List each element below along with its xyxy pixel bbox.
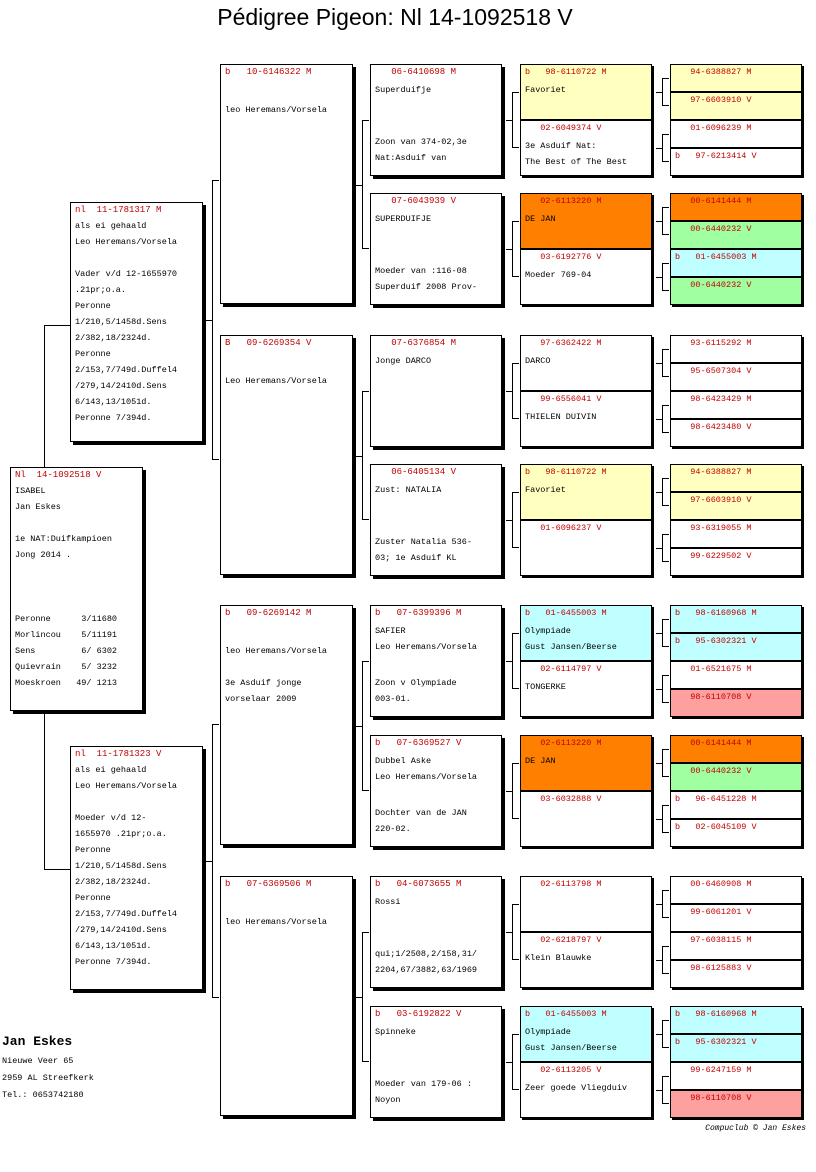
dam-box (70, 746, 203, 990)
gen4-note: Nat:Asduif van (375, 153, 447, 163)
gen6-ring: 99-6229502 V (675, 551, 752, 561)
connector (206, 320, 212, 321)
gen4-box (370, 605, 502, 717)
gen4-ring: b 07-6399396 M (375, 608, 462, 618)
connector (512, 633, 519, 689)
gen6-ring: 94-6388827 M (675, 67, 752, 77)
connector (662, 1020, 669, 1048)
gen6-cell (670, 633, 802, 661)
gen5-ring: 02-6113220 M (525, 196, 602, 206)
connector (656, 819, 662, 820)
gen3-box (220, 876, 353, 1116)
dam-box-line: 6/143,13/1051d. (75, 941, 152, 951)
gen6-cell (670, 1006, 802, 1034)
subject-box-line: 1e NAT:Duifkampioen (15, 534, 112, 544)
gen3-box (220, 335, 353, 575)
gen4-box (370, 735, 502, 847)
gen5-line: Favoriet (525, 85, 566, 95)
gen6-cell (670, 763, 802, 791)
connector (662, 349, 669, 377)
connector (656, 960, 662, 961)
connector (656, 763, 662, 764)
gen6-ring: 98-6110708 V (675, 692, 752, 702)
connector (662, 478, 669, 506)
connector (512, 221, 519, 277)
connector (44, 325, 45, 467)
gen5-line: Olympiade (525, 1027, 571, 1037)
gen5-line: TONGERKE (525, 682, 566, 692)
gen5-line: Gust Jansen/Beerse (525, 1043, 617, 1053)
gen5-cell (520, 464, 652, 520)
gen4-note: 220-02. (375, 824, 411, 834)
connector (506, 249, 512, 250)
connector (212, 180, 219, 460)
connector (656, 363, 662, 364)
connector (662, 946, 669, 974)
gen6-ring: 00-6141444 M (675, 738, 752, 748)
gen6-ring: 98-6110708 V (675, 1093, 752, 1103)
gen3-box-line: leo Heremans/Vorsela (225, 917, 328, 927)
dam-box-line: 1/210,5/1458d.Sens (75, 861, 167, 871)
gen4-ring: b 04-6073655 M (375, 879, 462, 889)
gen4-note: Zoon van 374-02,3e (375, 137, 467, 147)
connector (506, 520, 512, 521)
gen5-ring: 02-6113205 V (525, 1065, 602, 1075)
connector (512, 904, 519, 960)
sire-box-line: Peronne (75, 301, 111, 311)
connector (656, 148, 662, 149)
connector (656, 689, 662, 690)
gen4-note: 03; 1e Asduif KL (375, 553, 457, 563)
gen6-cell (670, 92, 802, 120)
gen5-ring: 02-6114797 V (525, 664, 602, 674)
gen6-ring: 00-6440232 V (675, 224, 752, 234)
connector (206, 861, 212, 862)
sire-box-line: 2/382,18/2324d. (75, 333, 152, 343)
owner-phone: Tel.: 0653742180 (2, 1090, 84, 1100)
gen5-line: The Best of The Best (525, 157, 628, 167)
dam-box-line: Moeder v/d 12- (75, 813, 147, 823)
connector (656, 904, 662, 905)
connector (512, 763, 519, 819)
sire-box-line: 1/210,5/1458d.Sens (75, 317, 167, 327)
gen6-ring: b 98-6160968 M (675, 1009, 757, 1019)
gen5-cell (520, 791, 652, 847)
gen5-cell (520, 876, 652, 932)
sire-box-line: 2/153,7/749d.Duffel4 (75, 365, 178, 375)
gen4-name: SUPERDUIFJE (375, 214, 432, 224)
gen5-line: Olympiade (525, 626, 571, 636)
gen6-cell (670, 464, 802, 492)
connector (656, 221, 662, 222)
gen5-ring: 99-6556041 V (525, 394, 602, 404)
gen6-cell (670, 148, 802, 176)
connector (656, 92, 662, 93)
gen6-cell (670, 904, 802, 932)
gen5-line: Favoriet (525, 485, 566, 495)
gen4-note: Noyon (375, 1095, 401, 1105)
dam-box-line: Peronne 7/394d. (75, 957, 152, 967)
connector (362, 932, 369, 1062)
gen6-ring: b 95-6302321 V (675, 1037, 757, 1047)
gen5-cell (520, 249, 652, 305)
gen5-cell (520, 64, 652, 120)
sire-box-line: Leo Heremans/Vorsela (75, 237, 178, 247)
gen4-name: SAFIER (375, 626, 406, 636)
gen6-ring: 00-6141444 M (675, 196, 752, 206)
gen5-ring: 02-6049374 V (525, 123, 602, 133)
gen6-cell (670, 661, 802, 689)
gen6-ring: b 01-6455003 M (675, 252, 757, 262)
gen4-box (370, 876, 502, 988)
gen3-box (220, 605, 353, 845)
sire-box-line: als ei gehaald (75, 221, 147, 231)
dam-box-line: als ei gehaald (75, 765, 147, 775)
gen6-cell (670, 277, 802, 305)
sire-box-line: Peronne (75, 349, 111, 359)
connector (662, 890, 669, 918)
gen6-cell (670, 548, 802, 576)
gen5-ring: 97-6362422 M (525, 338, 602, 348)
gen6-cell (670, 791, 802, 819)
connector (656, 419, 662, 420)
gen4-name: Zust: NATALIA (375, 485, 442, 495)
owner-block (2, 1034, 94, 1104)
gen6-ring: 93-6319055 M (675, 523, 752, 533)
gen6-ring: 98-6125883 V (675, 963, 752, 973)
gen5-ring: 01-6096237 V (525, 523, 602, 533)
gen3-box-ring: b 10-6146322 M (225, 67, 312, 77)
gen6-ring: 98-6423480 V (675, 422, 752, 432)
subject-box-line: Jong 2014 . (15, 550, 72, 560)
gen6-cell (670, 876, 802, 904)
gen4-note: Dochter van de JAN (375, 808, 467, 818)
gen5-ring: b 98-6110722 M (525, 67, 607, 77)
subject-box-line: Jan Eskes (15, 502, 61, 512)
gen3-box-line: vorselaar 2009 (225, 694, 297, 704)
gen5-cell (520, 120, 652, 176)
gen6-cell (670, 492, 802, 520)
gen6-cell (670, 960, 802, 988)
dam-box-line: Leo Heremans/Vorsela (75, 781, 178, 791)
gen5-ring: 02-6113220 M (525, 738, 602, 748)
connector (662, 134, 669, 162)
gen6-ring: 99-6247159 M (675, 1065, 752, 1075)
connector (512, 363, 519, 419)
owner-name: Jan Eskes (2, 1034, 73, 1049)
sire-box-line: .21pr;o.a. (75, 285, 127, 295)
gen3-box-line: leo Heremans/Vorsela (225, 105, 328, 115)
gen6-ring: b 96-6451228 M (675, 794, 757, 804)
gen5-ring: 02-6113798 M (525, 879, 602, 889)
gen4-ring: 07-6376854 M (375, 338, 457, 348)
gen6-ring: 97-6603910 V (675, 495, 752, 505)
sire-box-ring: nl 11-1781317 M (75, 205, 162, 215)
sire-box-line: /279,14/2410d.Sens (75, 381, 167, 391)
sire-box (70, 202, 203, 442)
connector (506, 120, 512, 121)
gen6-ring: 97-6038115 M (675, 935, 752, 945)
gen3-box (220, 64, 353, 304)
connector (656, 633, 662, 634)
gen5-cell (520, 605, 652, 661)
dam-box-line: 2/382,18/2324d. (75, 877, 152, 887)
connector (662, 405, 669, 433)
connector (212, 724, 219, 998)
dam-box-ring: nl 11-1781323 V (75, 749, 162, 759)
subject-box-line: Morlincou 5/11191 (15, 630, 118, 640)
gen4-note: Zoon v Olympiade (375, 678, 457, 688)
gen5-ring: 03-6192776 V (525, 252, 602, 262)
subject-box-line: Moeskroen 49/ 1213 (15, 678, 118, 688)
gen4-name: Spinneke (375, 1027, 416, 1037)
gen5-cell (520, 661, 652, 717)
gen4-name: Superduifje (375, 85, 432, 95)
dam-box-line: Peronne (75, 845, 111, 855)
connector (656, 277, 662, 278)
gen6-cell (670, 363, 802, 391)
gen5-cell (520, 391, 652, 447)
gen4-box (370, 1006, 502, 1118)
dam-box-line: Peronne (75, 893, 111, 903)
gen6-cell (670, 932, 802, 960)
gen4-ring: 07-6043939 V (375, 196, 457, 206)
gen5-cell (520, 335, 652, 391)
gen6-ring: 01-6096239 M (675, 123, 752, 133)
connector (662, 1076, 669, 1104)
connector (662, 78, 669, 106)
connector (662, 263, 669, 291)
gen5-ring: b 01-6455003 M (525, 608, 607, 618)
subject-box-line: Peronne 3/11680 (15, 614, 118, 624)
gen5-line: DE JAN (525, 756, 556, 766)
dam-box-line: /279,14/2410d.Sens (75, 925, 167, 935)
connector (362, 120, 369, 249)
connector (506, 932, 512, 933)
owner-address (2, 1053, 94, 1104)
gen4-ring: 06-6410698 M (375, 67, 457, 77)
gen5-line: DE JAN (525, 214, 556, 224)
connector (362, 391, 369, 520)
gen5-cell (520, 932, 652, 988)
gen4-note: qui;1/2508,2/158,31/ (375, 949, 478, 959)
connector (512, 92, 519, 148)
connector (662, 749, 669, 777)
gen5-ring: 03-6032888 V (525, 794, 602, 804)
dam-box-line: 2/153,7/749d.Duffel4 (75, 909, 178, 919)
gen6-ring: 95-6507304 V (675, 366, 752, 376)
gen4-name: Jonge DARCO (375, 356, 432, 366)
gen5-ring: 02-6218797 V (525, 935, 602, 945)
gen6-cell (670, 605, 802, 633)
gen3-box-line: Leo Heremans/Vorsela (225, 376, 328, 386)
gen6-cell (670, 419, 802, 447)
gen5-ring: b 01-6455003 M (525, 1009, 607, 1019)
connector (44, 325, 70, 326)
gen6-cell (670, 249, 802, 277)
footer-credit: Compuclub © Jan Eskes (705, 1124, 806, 1133)
gen5-cell (520, 1062, 652, 1118)
gen6-ring: b 97-6213414 V (675, 151, 757, 161)
gen6-cell (670, 335, 802, 363)
subject-box-line: Sens 6/ 6302 (15, 646, 118, 656)
gen6-ring: b 95-6302321 V (675, 636, 757, 646)
connector (512, 492, 519, 548)
gen4-note: 2204,67/3882,63/1969 (375, 965, 478, 975)
gen5-line: Gust Jansen/Beerse (525, 642, 617, 652)
connector (662, 207, 669, 235)
gen6-ring: 97-6603910 V (675, 95, 752, 105)
gen4-box (370, 335, 502, 447)
page-title: Pédigree Pigeon: Nl 14-1092518 V (217, 4, 573, 30)
gen4-name: Dubbel Aske (375, 756, 432, 766)
gen6-ring: b 02-6045109 V (675, 822, 757, 832)
subject-box-line: ISABEL (15, 486, 46, 496)
gen6-ring: 00-6440232 V (675, 766, 752, 776)
gen6-ring: 00-6460908 M (675, 879, 752, 889)
gen3-box-ring: b 09-6269142 M (225, 608, 312, 618)
connector (656, 1034, 662, 1035)
connector (506, 791, 512, 792)
gen6-ring: 93-6115292 M (675, 338, 752, 348)
gen6-cell (670, 193, 802, 221)
gen5-cell (520, 735, 652, 791)
gen6-ring: 94-6388827 M (675, 467, 752, 477)
subject-box (10, 467, 143, 711)
gen5-ring: b 98-6110722 M (525, 467, 607, 477)
owner-street: Nieuwe Veer 65 (2, 1056, 74, 1066)
sire-box-line: Peronne 7/394d. (75, 413, 152, 423)
gen5-line: Moeder 769-04 (525, 270, 592, 280)
gen6-cell (670, 819, 802, 847)
connector (44, 869, 70, 870)
gen4-box (370, 193, 502, 305)
connector (506, 661, 512, 662)
connector (356, 997, 362, 998)
gen4-note: Superduif 2008 Prov- (375, 282, 478, 292)
gen5-line: Zeer goede Vliegduiv (525, 1083, 628, 1093)
gen6-cell (670, 120, 802, 148)
gen4-ring: b 03-6192822 V (375, 1009, 462, 1019)
gen4-note: 003-01. (375, 694, 411, 704)
gen4-ring: 06-6405134 V (375, 467, 457, 477)
gen6-cell (670, 689, 802, 717)
connector (656, 492, 662, 493)
gen5-line: THIELEN DUIVIN (525, 412, 597, 422)
gen6-ring: 01-6521675 M (675, 664, 752, 674)
connector (356, 456, 362, 457)
gen6-ring: b 98-6160968 M (675, 608, 757, 618)
gen3-box-line: 3e Asduif jonge (225, 678, 302, 688)
gen4-box (370, 64, 502, 176)
sire-box-line: 6/143,13/1051d. (75, 397, 152, 407)
gen6-ring: 00-6440232 V (675, 280, 752, 290)
connector (512, 1034, 519, 1090)
gen6-cell (670, 1062, 802, 1090)
gen4-name: Leo Heremans/Vorsela (375, 772, 478, 782)
connector (356, 726, 362, 727)
gen6-cell (670, 64, 802, 92)
dam-box-line: 1655970 .21pr;o.a. (75, 829, 167, 839)
gen4-note: Moeder van :116-08 (375, 266, 467, 276)
gen4-name: Leo Heremans/Vorsela (375, 642, 478, 652)
gen5-line: DARCO (525, 356, 551, 366)
subject-box-line: Quievrain 5/ 3232 (15, 662, 118, 672)
connector (662, 619, 669, 647)
gen6-ring: 99-6061201 V (675, 907, 752, 917)
gen3-box-ring: b 07-6369506 M (225, 879, 312, 889)
gen6-cell (670, 520, 802, 548)
gen6-cell (670, 391, 802, 419)
connector (362, 661, 369, 791)
gen6-cell (670, 1090, 802, 1118)
sire-box-line: Vader v/d 12-1655970 (75, 269, 178, 279)
gen3-box-ring: B 09-6269354 V (225, 338, 312, 348)
connector (506, 1062, 512, 1063)
connector (656, 548, 662, 549)
gen4-ring: b 07-6369527 V (375, 738, 462, 748)
subject-box-ring: Nl 14-1092518 V (15, 470, 102, 480)
connector (656, 1090, 662, 1091)
owner-city: 2959 AL Streefkerk (2, 1073, 94, 1083)
gen4-box (370, 464, 502, 576)
connector (662, 675, 669, 703)
gen6-cell (670, 735, 802, 763)
connector (662, 534, 669, 562)
connector (506, 391, 512, 392)
gen4-note: Zuster Natalia 536- (375, 537, 472, 547)
connector (356, 185, 362, 186)
gen5-cell (520, 193, 652, 249)
connector (44, 711, 45, 869)
gen5-cell (520, 1006, 652, 1062)
gen5-cell (520, 520, 652, 576)
gen5-line: Klein Blauwke (525, 953, 592, 963)
gen5-line: 3e Asduif Nat: (525, 141, 597, 151)
gen6-cell (670, 1034, 802, 1062)
gen4-note: Moeder van 179-06 : (375, 1079, 472, 1089)
gen6-cell (670, 221, 802, 249)
gen3-box-line: leo Heremans/Vorsela (225, 646, 328, 656)
gen4-name: Rossi (375, 897, 401, 907)
connector (662, 805, 669, 833)
gen6-ring: 98-6423429 M (675, 394, 752, 404)
